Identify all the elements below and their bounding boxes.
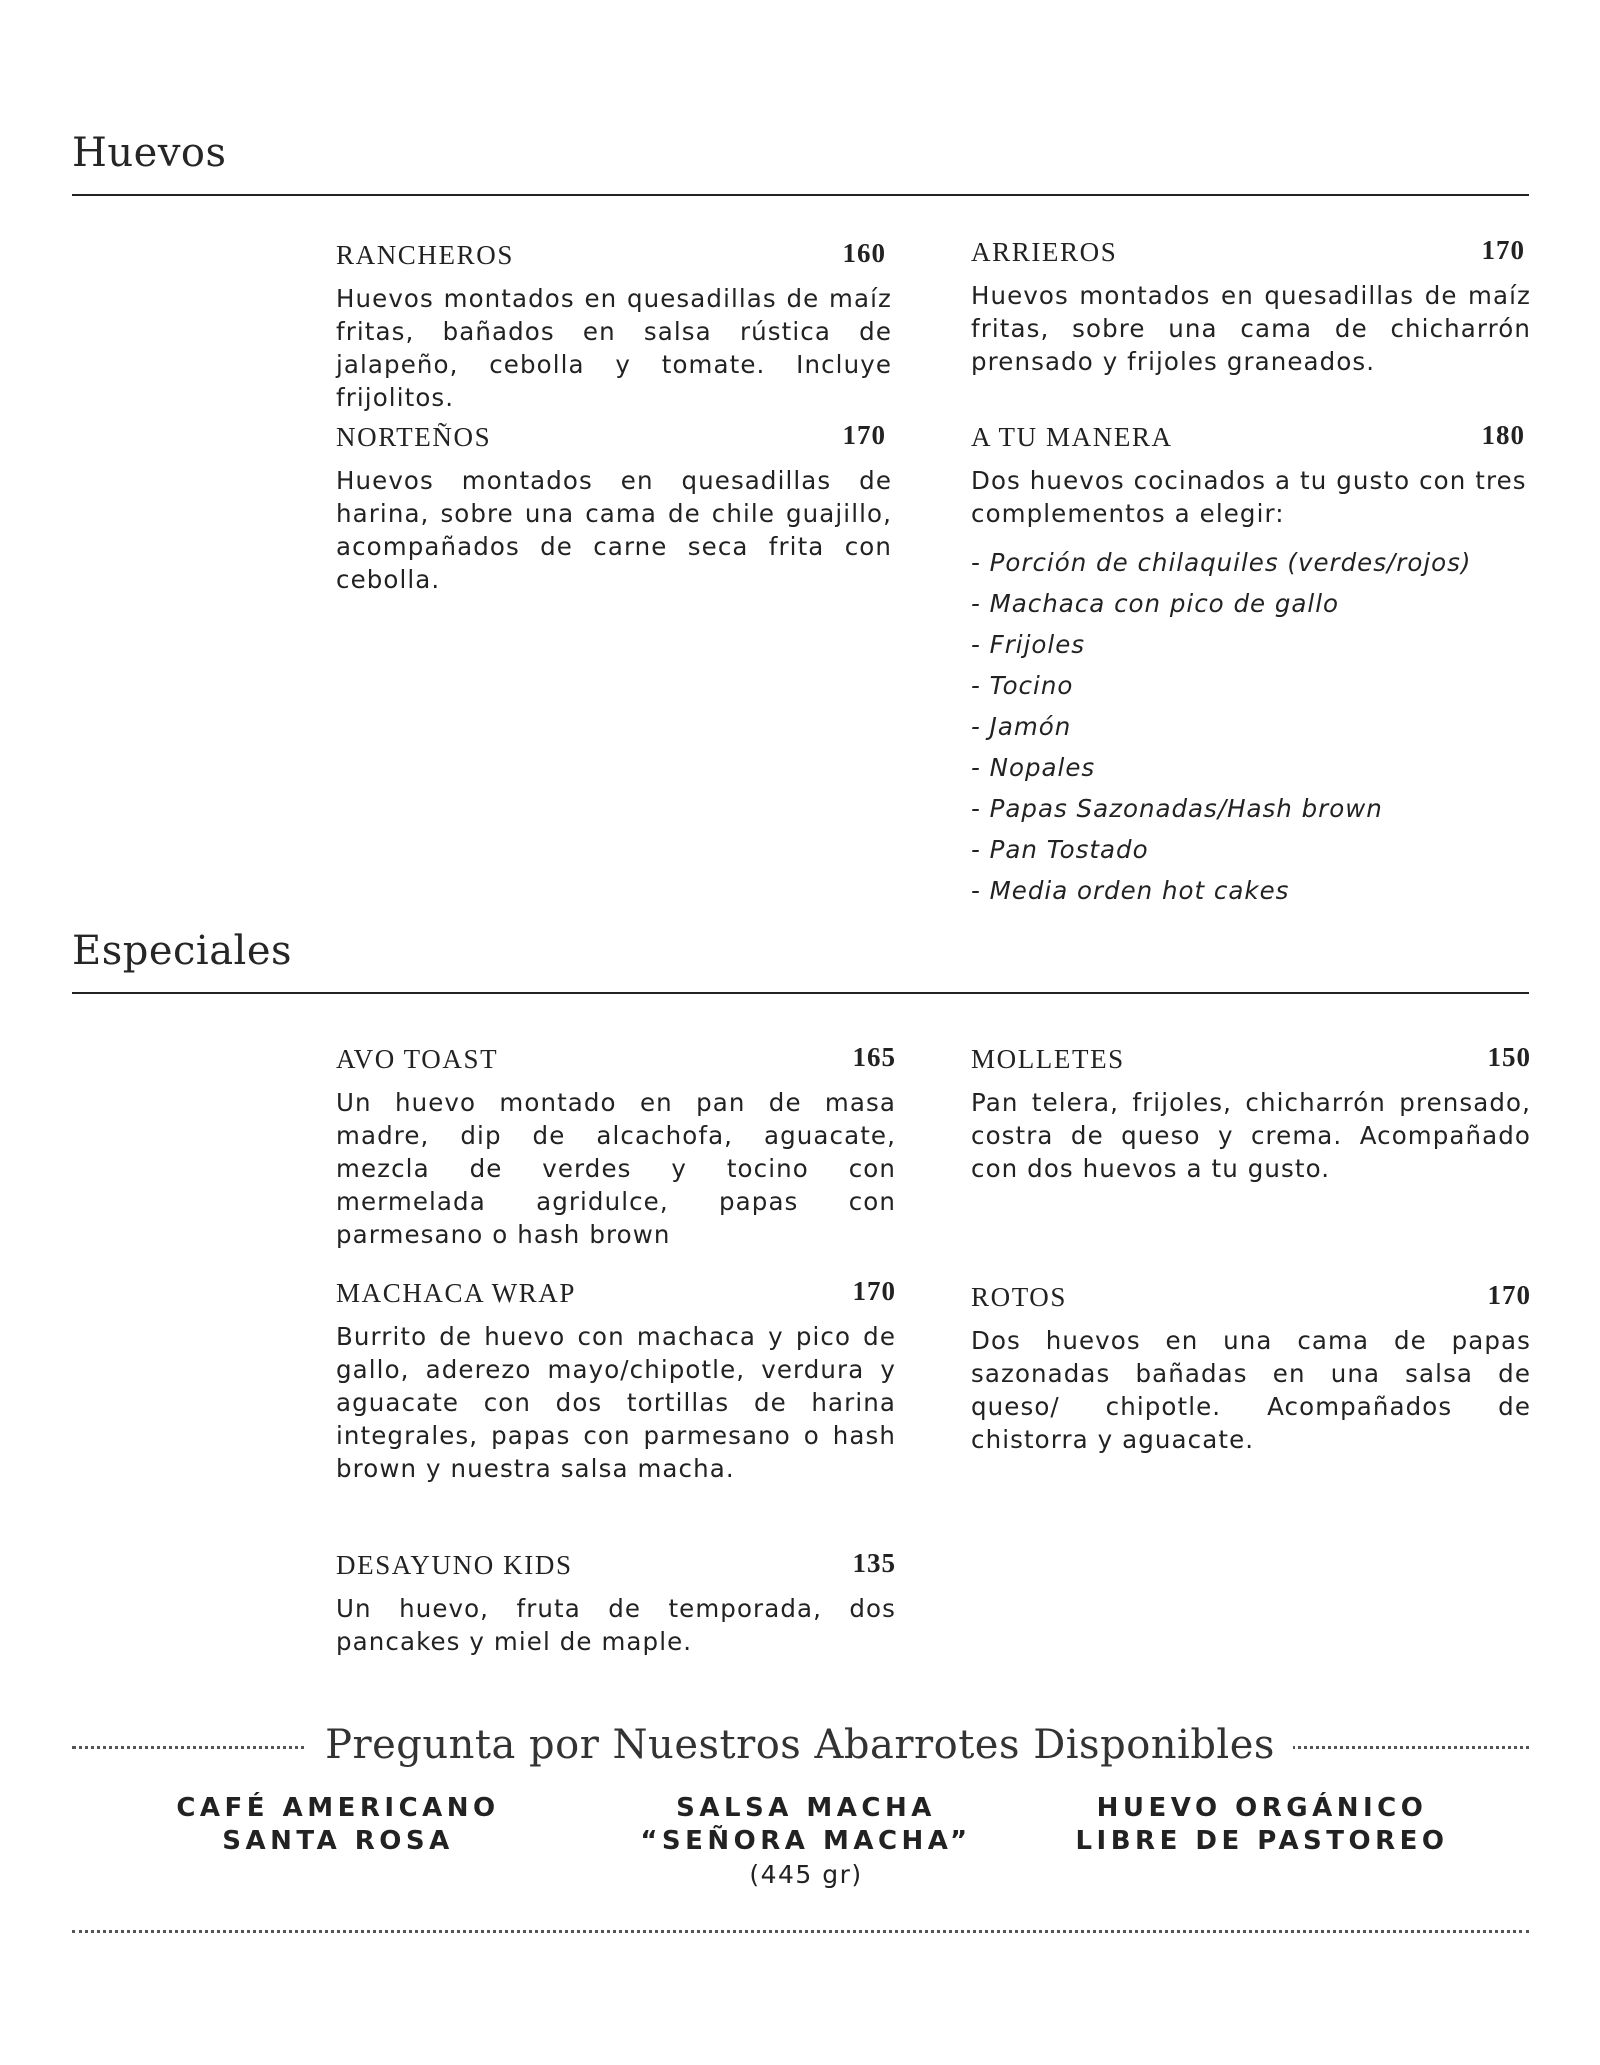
menu-item-arrieros <box>971 237 1531 378</box>
option-item: - Pan Tostado <box>971 835 1149 864</box>
item-price: 150 <box>1487 1042 1531 1072</box>
item-name: MOLLETES <box>971 1044 1125 1074</box>
item-description: Un huevo montado en pan de masa madre, dip de alcachofa, aguacate, mezcla de verdes y tocino con mermelada agridulce, papas con parmesano o hash brown <box>336 1088 896 1249</box>
menu-item-rancheros <box>336 240 892 414</box>
option-item: - Machaca con pico de gallo <box>971 589 1340 618</box>
item-name: RANCHEROS <box>336 240 514 270</box>
item-name: MACHACA WRAP <box>336 1278 576 1308</box>
groceries-title: Pregunta por Nuestros Abarrotes Disponibles <box>307 1722 1293 1768</box>
option-item: - Papas Sazonadas/Hash brown <box>971 794 1383 823</box>
option-item: - Jamón <box>971 712 1072 741</box>
menu-item-rotos <box>971 1282 1531 1456</box>
menu-item-machaca-wrap <box>336 1278 896 1485</box>
item-description: Dos huevos cocinados a tu gusto con tres complementos a elegir: <box>971 466 1527 528</box>
item-name: DESAYUNO KIDS <box>336 1550 573 1580</box>
item-description: Dos huevos en una cama de papas sazonadas bañadas en una salsa de queso/ chipotle. Acompañados de chistorra y aguacate. <box>971 1326 1531 1454</box>
grocery-product-name: HUEVO ORGÁNICO LIBRE DE PASTOREO <box>1075 1793 1449 1856</box>
item-name: ROTOS <box>971 1282 1068 1312</box>
section-divider <box>72 992 1529 994</box>
item-price: 170 <box>842 420 886 450</box>
menu-item-molletes <box>971 1044 1531 1185</box>
item-price: 180 <box>1481 420 1525 450</box>
item-name: AVO TOAST <box>336 1044 499 1074</box>
item-name: NORTEÑOS <box>336 422 492 452</box>
grocery-product <box>1052 1792 1472 1858</box>
item-price: 165 <box>852 1042 896 1072</box>
item-description: Huevos montados en quesadillas de maíz fritas, bañados en salsa rústica de jalapeño, cebolla y tomate. Incluye frijolitos. <box>336 284 892 412</box>
grocery-product <box>596 1792 1016 1891</box>
section-title-especiales: Especiales <box>72 928 293 974</box>
item-price: 170 <box>1481 235 1525 265</box>
grocery-product-name: SALSA MACHA “SEÑORA MACHA” <box>640 1793 972 1856</box>
option-item: - Tocino <box>971 671 1074 700</box>
item-description: Pan telera, frijoles, chicharrón prensado, costra de queso y crema. Acompañado con dos huevos a tu gusto. <box>971 1088 1531 1183</box>
menu-item-nortenos <box>336 422 892 596</box>
item-name: ARRIEROS <box>971 237 1118 267</box>
item-price: 170 <box>1487 1280 1531 1310</box>
item-description: Huevos montados en quesadillas de maíz fritas, sobre una cama de chicharrón prensado y frijoles graneados. <box>971 281 1531 376</box>
menu-item-a-tu-manera <box>971 422 1531 911</box>
option-item: - Porción de chilaquiles (verdes/rojos) <box>971 548 1472 577</box>
menu-item-desayuno-kids <box>336 1550 896 1658</box>
item-price: 160 <box>842 238 886 268</box>
grocery-product-name: CAFÉ AMERICANO SANTA ROSA <box>176 1793 500 1856</box>
option-item: - Nopales <box>971 753 1096 782</box>
section-title-huevos: Huevos <box>72 130 227 176</box>
item-name: A TU MANERA <box>971 422 1173 452</box>
section-divider <box>72 194 1529 196</box>
item-description: Un huevo, fruta de temporada, dos pancakes y miel de maple. <box>336 1594 896 1656</box>
item-price: 170 <box>852 1276 896 1306</box>
item-price: 135 <box>852 1548 896 1578</box>
item-description: Burrito de huevo con machaca y pico de gallo, aderezo mayo/chipotle, verdura y aguacate con dos tortillas de harina integrales, papas con parmesano o hash brown y nuestra salsa macha. <box>336 1322 896 1483</box>
groceries-heading <box>0 1722 1600 1768</box>
option-item: - Media orden hot cakes <box>971 876 1290 905</box>
menu-item-avo-toast <box>336 1044 896 1251</box>
dotted-divider-bottom <box>72 1930 1529 1933</box>
grocery-product-detail: (445 gr) <box>749 1860 863 1889</box>
options-list <box>971 542 1531 911</box>
option-item: - Frijoles <box>971 630 1086 659</box>
grocery-product <box>128 1792 548 1858</box>
item-description: Huevos montados en quesadillas de harina, sobre una cama de chile guajillo, acompañados de carne seca frita con cebolla. <box>336 466 892 594</box>
